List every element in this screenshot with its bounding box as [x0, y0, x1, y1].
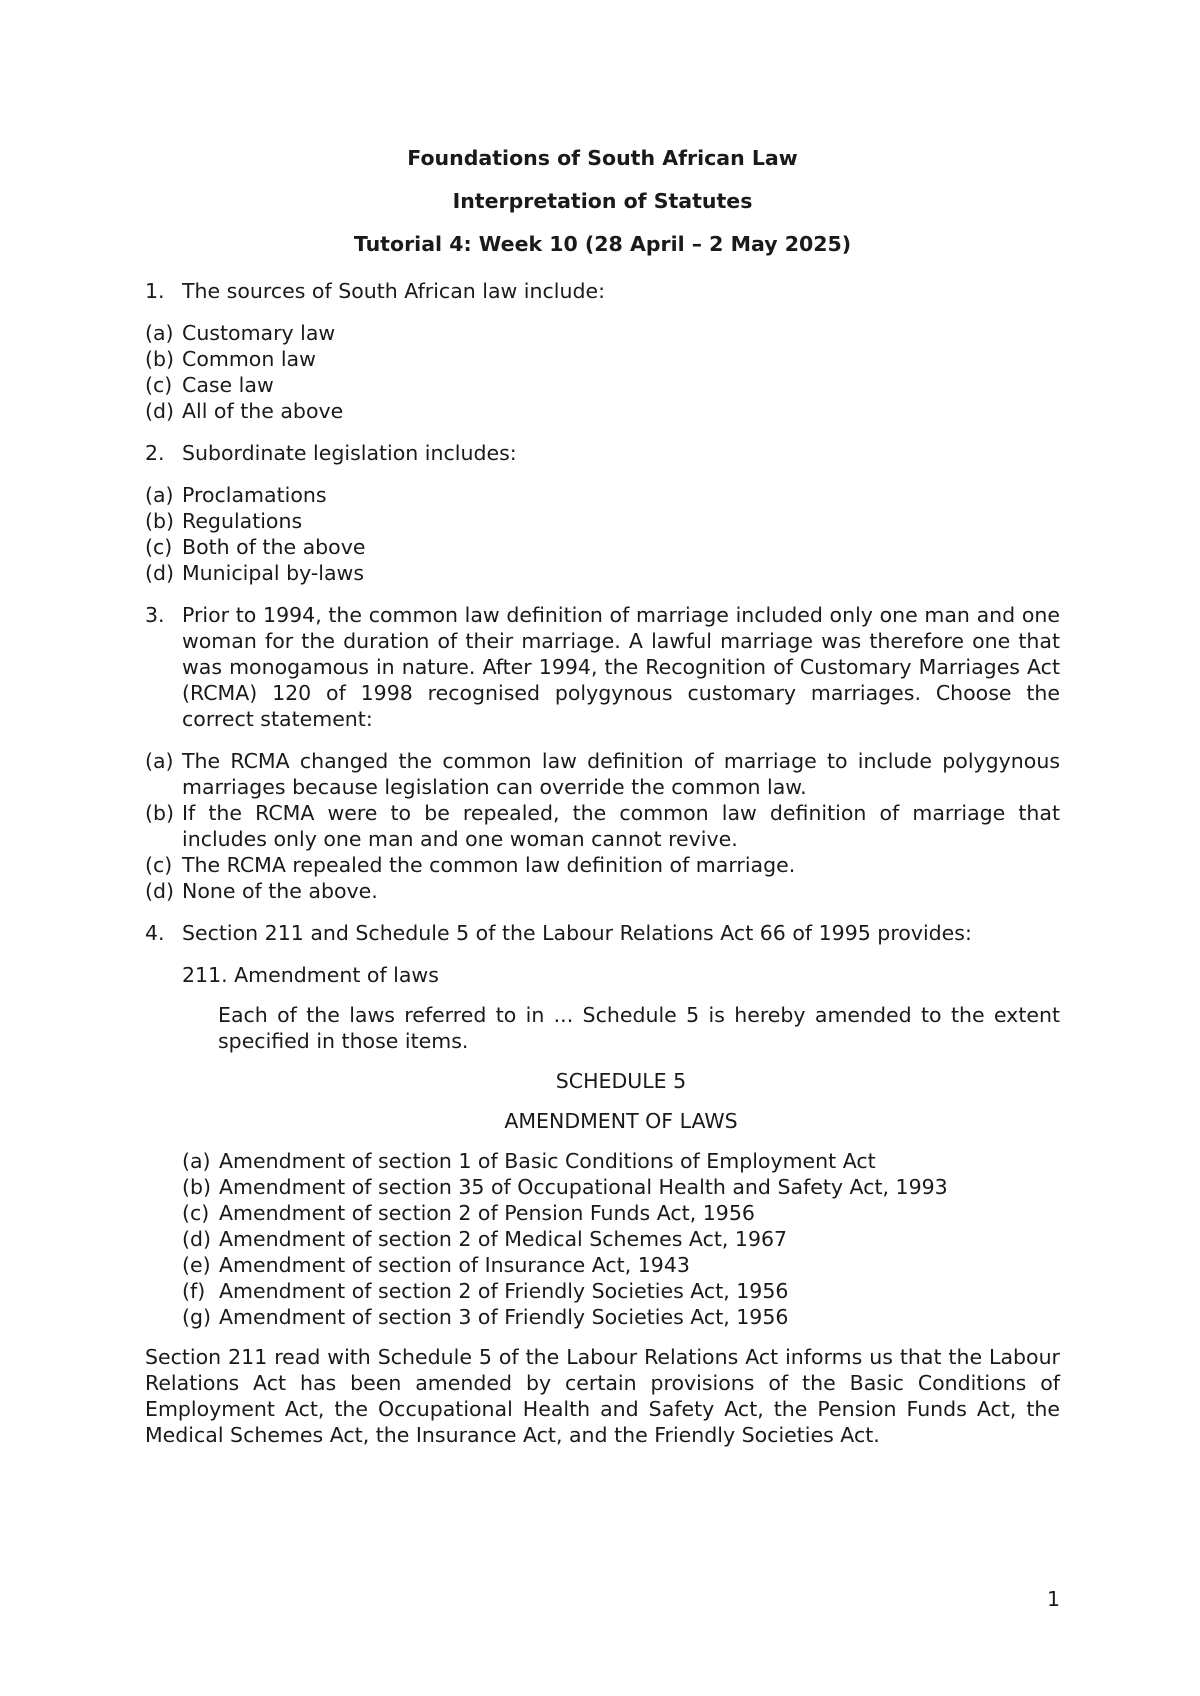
document-page [145, 0, 1060, 1696]
option-label: (a) [182, 1149, 211, 1173]
option [145, 878, 1060, 904]
option-text: Amendment of section 2 of Pension Funds Act, 1956 [219, 1201, 755, 1225]
question-text: Section 211 and Schedule 5 of the Labour Relations Act 66 of 1995 provides: [182, 921, 972, 945]
title-block [145, 145, 1060, 274]
option-text: Common law [182, 347, 316, 371]
option-label: (f) [182, 1279, 206, 1303]
schedule-item [182, 1304, 1060, 1330]
option-label: (a) [145, 483, 174, 507]
schedule-list [145, 1148, 1060, 1330]
option [145, 852, 1060, 878]
option-label: (b) [182, 1175, 212, 1199]
schedule-title: SCHEDULE 5 [555, 1069, 687, 1093]
option-label: (c) [145, 535, 173, 559]
option-label: (b) [145, 509, 175, 533]
questions-content [145, 278, 1060, 1448]
option [145, 748, 1060, 800]
option [145, 800, 1060, 852]
option-text: All of the above [182, 399, 344, 423]
option [145, 320, 1060, 346]
question-1 [145, 278, 1060, 304]
option-text: Amendment of section of Insurance Act, 1943 [219, 1253, 690, 1277]
option-text: Case law [182, 373, 274, 397]
question-number: 3. [145, 603, 165, 627]
option-label: (a) [145, 321, 174, 345]
option-label: (e) [182, 1253, 211, 1277]
question-4-statement: Section 211 read with Schedule 5 of the Labour Relations Act informs us that the Labour Relations Act has been amended by certain provisions of the Basic Conditions of Employment Act, the Occupational Health and Safety Act, the Pension Funds Act, the Medical Schemes Act, the Insurance Act, and the Friendly Societies Act. [145, 1345, 1060, 1447]
option-text: The RCMA changed the common law definition of marriage to include polygynous marriages because legislation can override the common law. [182, 749, 1060, 799]
option [145, 372, 1060, 398]
schedule-subtitle: AMENDMENT OF LAWS [504, 1109, 738, 1133]
option [145, 482, 1060, 508]
option-label: (d) [145, 561, 175, 585]
option [145, 508, 1060, 534]
schedule-item [182, 1226, 1060, 1252]
option-text: Customary law [182, 321, 336, 345]
option [145, 346, 1060, 372]
schedule-item [182, 1174, 1060, 1200]
option-text: Municipal by-laws [182, 561, 365, 585]
option-text: Proclamations [182, 483, 327, 507]
option-text: Both of the above [182, 535, 366, 559]
option-text: Amendment of section 1 of Basic Conditions of Employment Act [219, 1149, 876, 1173]
question-4 [145, 920, 1060, 946]
option-label: (c) [145, 373, 173, 397]
option-label: (d) [182, 1227, 212, 1251]
option-text: Amendment of section 3 of Friendly Societies Act, 1956 [219, 1305, 789, 1329]
option-label: (c) [182, 1201, 210, 1225]
option-label: (a) [145, 749, 174, 773]
option-label: (c) [145, 853, 173, 877]
question-number: 2. [145, 441, 165, 465]
question-text: The sources of South African law include: [182, 279, 605, 303]
question-2 [145, 440, 1060, 466]
option-text: None of the above. [182, 879, 378, 903]
schedule-item [182, 1278, 1060, 1304]
option-text: Regulations [182, 509, 303, 533]
option-label: (d) [145, 879, 175, 903]
option [145, 534, 1060, 560]
schedule-item [182, 1252, 1060, 1278]
option-text: The RCMA repealed the common law definition of marriage. [182, 853, 796, 877]
schedule-item [182, 1200, 1060, 1226]
course-title: Foundations of South African Law [407, 146, 798, 170]
section-text: Each of the laws referred to in ... Schedule 5 is hereby amended to the extent specified in those items. [218, 1003, 1060, 1053]
option-text: Amendment of section 2 of Medical Schemes Act, 1967 [219, 1227, 788, 1251]
question-3 [145, 602, 1060, 732]
schedule-item [182, 1148, 1060, 1174]
option-label: (b) [145, 801, 175, 825]
option-label: (g) [182, 1305, 212, 1329]
option-label: (b) [145, 347, 175, 371]
option-text: Amendment of section 2 of Friendly Societies Act, 1956 [219, 1279, 789, 1303]
question-number: 1. [145, 279, 165, 303]
option-label: (d) [145, 399, 175, 423]
option [145, 560, 1060, 586]
question-text: Prior to 1994, the common law definition of marriage included only one man and one woman for the duration of their marriage. A lawful marriage was therefore one that was monogamous in nature. After 1994, the Recognition of Customary Marriages Act (RCMA) 120 of 1998 recognised polygynous customary marriages. Choose the correct statement: [182, 603, 1060, 731]
subject-title: Interpretation of Statutes [452, 189, 753, 213]
section-heading: 211. Amendment of laws [182, 963, 439, 987]
option-text: If the RCMA were to be repealed, the common law definition of marriage that includes only one man and one woman cannot revive. [182, 801, 1060, 851]
option [145, 398, 1060, 424]
tutorial-title: Tutorial 4: Week 10 (28 April – 2 May 2025) [353, 232, 852, 256]
question-number: 4. [145, 921, 165, 945]
option-text: Amendment of section 35 of Occupational Health and Safety Act, 1993 [219, 1175, 948, 1199]
page-number: 1 [1046, 1587, 1060, 1611]
question-text: Subordinate legislation includes: [182, 441, 517, 465]
